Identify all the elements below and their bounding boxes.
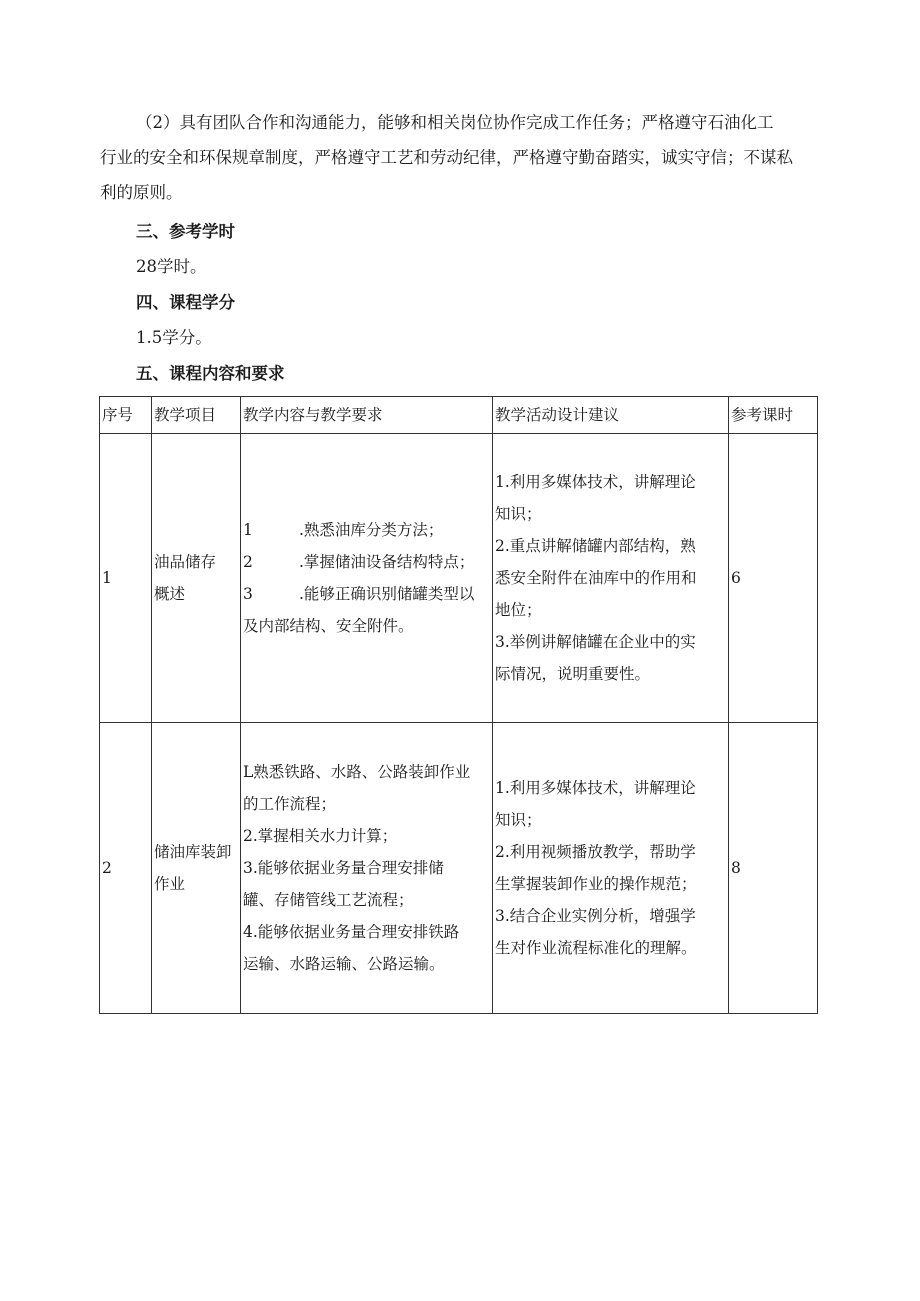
content-line: L熟悉铁路、水路、公路装卸作业: [243, 763, 471, 781]
table-row: [100, 434, 818, 723]
header-hours: 参考课时: [729, 397, 818, 434]
activity-line: 悉安全附件在油库中的作用和: [495, 569, 697, 587]
activity-line: 1.利用多媒体技术，讲解理论: [495, 779, 696, 797]
activity-line: 2.利用视频播放教学，帮助学: [495, 843, 696, 861]
activities-cell: [493, 723, 729, 1014]
hours-cell: 6: [729, 434, 818, 723]
table-header-row: [100, 397, 818, 434]
project-cell: [152, 723, 241, 1014]
content-line: 2.掌握相关水力计算；: [243, 827, 398, 845]
table-row: [100, 723, 818, 1014]
header-content: 教学内容与教学要求: [241, 397, 493, 434]
activity-line: 地位；: [495, 601, 542, 619]
content-item-text: .熟悉油库分类方法；: [299, 521, 444, 539]
content-item-number: 1: [243, 521, 253, 539]
project-line: 储油库装卸: [154, 843, 232, 861]
activity-line: 知识；: [495, 505, 542, 523]
activity-line: 际情况，说明重要性。: [495, 665, 651, 683]
intro-line: 行业的安全和环保规章制度，严格遵守工艺和劳动纪律，严格遵守勤奋踏实，诚实守信；不谋私: [100, 148, 793, 167]
content-line: 罐、存储管线工艺流程；: [243, 891, 414, 909]
content-line: 的工作流程；: [243, 795, 337, 813]
activity-line: 生对作业流程标准化的理解。: [495, 939, 697, 957]
header-no: 序号: [100, 397, 152, 434]
activity-line: 3.结合企业实例分析，增强学: [495, 907, 696, 925]
intro-line: 利的原则。: [100, 183, 183, 202]
content-item: [243, 514, 490, 546]
activity-line: 2.重点讲解储罐内部结构，熟: [495, 537, 696, 555]
project-line: 作业: [154, 875, 186, 893]
content-line: 4.能够依据业务量合理安排铁路: [243, 923, 460, 941]
credit-value: 1.5学分。: [136, 328, 212, 347]
content-item-text: .能够正确识别储罐类型以: [299, 585, 475, 603]
project-line: 油品储存: [154, 553, 217, 571]
hours-value: 28学时。: [136, 257, 207, 276]
content-item: [243, 546, 490, 578]
row-number: 2: [100, 723, 152, 1014]
content-line: 运输、水路运输、公路运输。: [243, 955, 445, 973]
intro-paragraph: [100, 105, 815, 210]
header-activities: 教学活动设计建议: [493, 397, 729, 434]
activity-line: 生掌握装卸作业的操作规范；: [495, 875, 697, 893]
project-cell: [152, 434, 241, 723]
content-cell: [241, 723, 493, 1014]
activity-line: 知识；: [495, 811, 542, 829]
content-item-number: 2: [243, 553, 253, 571]
hours-heading: 三、参考学时: [136, 222, 235, 241]
content-tail: 及内部结构、安全附件。: [243, 617, 414, 635]
content-item: [243, 578, 490, 610]
content-cell: [241, 434, 493, 723]
header-project: 教学项目: [152, 397, 241, 434]
row-number: 1: [100, 434, 152, 723]
course-content-table: [99, 396, 818, 1014]
activities-cell: [493, 434, 729, 723]
activity-line: 3.举例讲解储罐在企业中的实: [495, 633, 696, 651]
project-line: 概述: [154, 585, 186, 603]
content-heading: 五、课程内容和要求: [136, 364, 285, 383]
content-item-number: 3: [243, 585, 253, 603]
intro-line: （2）具有团队合作和沟通能力，能够和相关岗位协作完成工作任务；严格遵守石油化工: [136, 113, 774, 132]
content-line: 3.能够依据业务量合理安排储: [243, 859, 444, 877]
hours-cell: 8: [729, 723, 818, 1014]
activity-line: 1.利用多媒体技术，讲解理论: [495, 473, 696, 491]
content-item-text: .掌握储油设备结构特点；: [299, 553, 475, 571]
credit-heading: 四、课程学分: [136, 293, 235, 312]
